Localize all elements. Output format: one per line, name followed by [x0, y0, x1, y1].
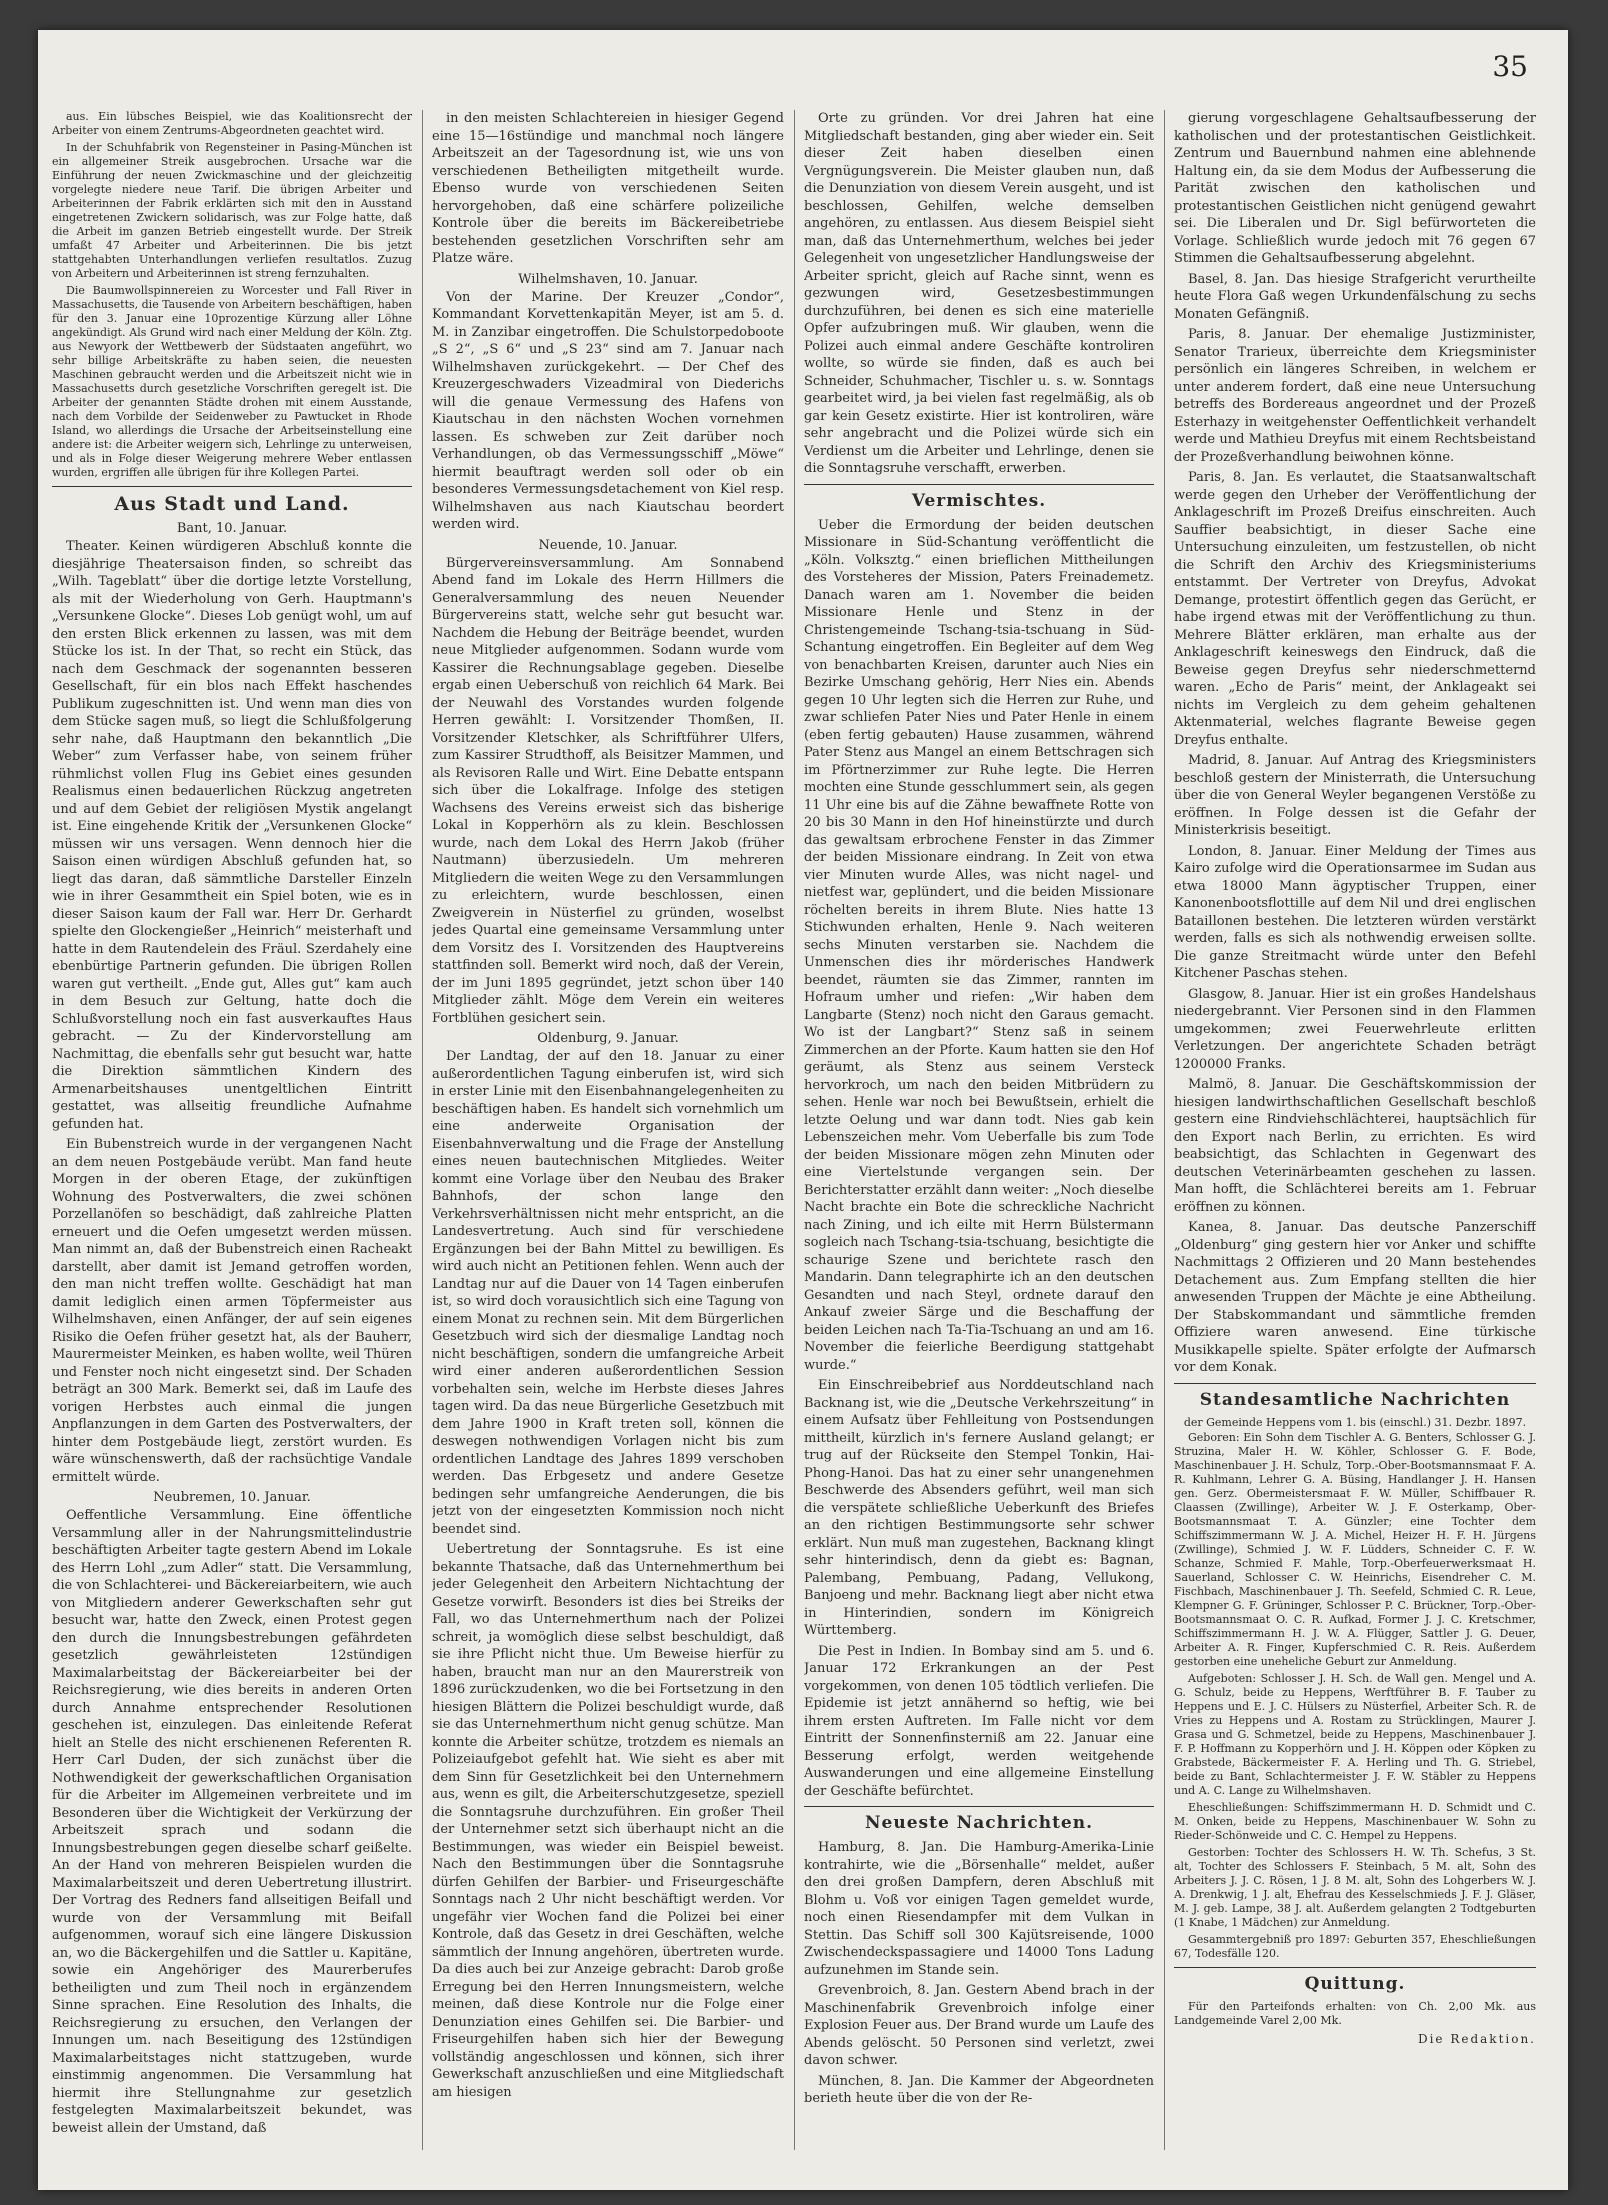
article-text: aus. Ein lübsches Beispiel, wie das Koalitionsrecht der Arbeiter von einem Zentrums-Abgeordneten geachtet wird. [52, 110, 412, 137]
article-text: London, 8. Januar. Einer Meldung der Times aus Kairo zufolge wird die Operationsarmee im Sudan aus etwa 18000 Mann ägyptischer Truppen, einer Kanonenbootsflottille auf dem Nil und drei englischen Bataillonen bestehen. Die letzteren würden verstärkt werden, falls es sich als nothwendig erweisen sollte. Die ganze Streitmacht würde unter den Befehl Kitchener Paschas stehen. [1174, 843, 1536, 981]
section-heading: Standesamtliche Nachrichten [1199, 1389, 1511, 1410]
article-text: Madrid, 8. Januar. Auf Antrag des Kriegsministers beschloß gestern der Ministerrath, die Untersuchung über die von General Weyler begangenen Verstöße zu eröffnen. In Folge dessen ist die Gefahr der Ministerkrisis beseitigt. [1174, 753, 1536, 838]
column-4 [1174, 110, 1536, 2165]
article-text: Bürgervereinsversammlung. Am Sonnabend Abend fand im Lokale des Herrn Hillmers die Generalversammlung des neuen Neuender Bürgervereins statt, welche sehr gut besucht war. Nachdem die Hebung der Beiträge beendet, wurden neue Mitglieder aufgenommen. Sodann wurde vom Kassirer die Rechnungsablage gegeben. Dieselbe ergab einen Ueberschuß von reichlich 64 Mark. Bei der Neuwahl des Vorstandes wurden folgende Herren gewählt: I. Vorsitzender Thomßen, II. Vorsitzender Kletschker, als Schriftführer Ulfers, zum Kassirer Strudthoff, als Beisitzer Mammen, und als Revisoren Ralle und Wirt. Eine Debatte entspann sich über die Lokalfrage. Infolge des stetigen Wachsens des Vereins erweist sich das bisherige Lokal in Kopperhörn als zu klein. Beschlossen wurde, nach dem Lokal des Herrn Jakob (früher Nautmann) überzusiedeln. Um mehreren Mitgliedern die weiten Wege zu den Versammlungen zu erleichtern, wurde beschlossen, einen Zweigverein in Nüsterfiel zu gründen, woselbst jedes Quartal eine gemeinsame Versammlung unter dem Vorsitz des I. Vorsitzenden des Hauptvereins stattfinden soll. Bemerkt wird noch, daß der Verein, der im Juni 1895 gegründet, jetzt schon über 140 Mitglieder zählt. Möge dem Verein ein weiteres Fortblühen gesichert sein. [432, 555, 784, 1026]
article-text: in den meisten Schlachtereien in hiesiger Gegend eine 15—16stündige und manchmal noch längere Arbeitszeit an der Tagesordnung ist, wie uns von verschiedenen Betheiligten mitgetheilt wurde. Ebenso wurde von verschiedenen Seiten hervorgehoben, daß eine schärfere polizeiliche Kontrole über die bereits im Bäckereibetriebe bestehenden gesetzlichen Vorschriften sehr am Platze wäre. [432, 111, 784, 266]
column-divider [422, 110, 423, 2150]
article-text: Von der Marine. Der Kreuzer „Condor“, Kommandant Korvettenkapitän Meyer, ist am 5. d. M. in Zanzibar eingetroffen. Die Schulstorpedoboote „S 2“, „S 6“ und „S 23“ sind am 7. Januar nach Wilhelmshaven zurückgekehrt. — Der Chef des Kreuzergeschwaders Vizeadmiral von Diederichs will die genaue Vermessung des Hafens von Kiautschau in den nächsten Wochen vornehmen lassen. Es schweben zur Zeit darüber noch Verhandlungen, ob das Vermessungsschiff „Möwe“ hiermit beauftragt werden soll oder ob ein besonderes Vermessungsdetachement von Kiel resp. Wilhelmshaven aus nach Kiautschau beordert werden wird. [432, 289, 784, 532]
newspaper-page [38, 30, 1568, 2190]
article-text: Orte zu gründen. Vor drei Jahren hat eine Mitgliedschaft bestanden, ging aber wieder ein. Seit dieser Zeit haben dieselben einen Vergnügungsverein. Die Meister glauben nun, daß die Denunziation von diesem Verein ausgeht, und ist beschlossen, Gehilfen, welche demselben angehören, zu entlassen. Aus diesem Beispiel sieht man, daß das Unternehmerthum, welches bei jeder Gelegenheit von ungesetzlicher Handlungsweise der Arbeiter spricht, gleich auf Rache sinnt, wenn es gezwungen wird, Gesetzesbestimmungen durchzuführen, bei denen es sich eine materielle Opfer aufzubringen muß. Wir glauben, wenn die Polizei auch einmal andere Geschäfte kontroliren wollte, so würde sie finden, daß es auch bei Schneider, Schuhmacher, Tischler u. s. w. Sonntags gearbeitet wird, ja bei vielen fast regelmäßig, als ob gar kein Gesetz existirte. Hier ist kontroliren, wäre sehr angebracht und die Polizei würde sich ein Verdienst um die Arbeiter und Lehrlinge, denen sie die Sonntagsruhe verschafft, erwerben. [804, 111, 1154, 476]
dateline: Neubremen, 10. Januar. [153, 1490, 311, 1505]
article-text: Die Pest in Indien. In Bombay sind am 5. und 6. Januar 172 Erkrankungen an der Pest vorgekommen, von denen 105 tödtlich verliefen. Die Epidemie ist jetzt annähernd so heftig, wie bei ihrem ersten Auftreten. Im Falle nicht vor dem Eintritt der Sonnenfinsterniß am 22. Januar eine Besserung erfolgt, werden weitgehende Auswanderungen und eine allgemeine Einstellung der Geschäfte befürchtet. [804, 1643, 1154, 1799]
article-text: Basel, 8. Jan. Das hiesige Strafgericht verurtheilte heute Flora Gaß wegen Urkundenfälschung zu sechs Monaten Gefängniß. [1174, 271, 1536, 322]
registry-text: Geboren: Ein Sohn dem Tischler A. G. Benters, Schlosser G. J. Struzina, Maler H. W. Köhler, Schlosser G. F. Bode, Maschinenbauer J. H. Schulz, Torp.-Ober-Bootsmannsmaat F. A. R. Kuhlmann, Lehrer G. A. Büsing, Handlanger J. H. Hansen gen. Gerz. Obermeistersmaat F. W. Müller, Schiffbauer R. Claassen (Zwillinge), Arbeiter W. J. F. Osterkamp, Ober-Bootsmannsmaat T. A. Günzler; eine Tochter dem Schiffszimmermann W. J. A. Michel, Heizer H. F. H. Jürgens (Zwillinge), Schmied J. W. F. Lüdders, Schneider C. F. W. Schanze, Schmied F. Mahle, Torp.-Oberfeuerwerksmaat H. Sauerland, Schlosser C. W. Heinrichs, Eisendreher C. M. Fischbach, Maschinenbauer J. Th. Seefeld, Schmied C. R. Leue, Klempner G. F. Grüninger, Schlosser P. C. Brückner, Torp.-Ober-Bootsmannsmaat O. C. R. Aufkad, Former J. J. C. Kretschmer, Schiffszimmermann H. J. W. A. Flügger, Sattler J. G. Deuer, Arbeiter A. R. Finger, Kupferschmied C. R. Reis. Außerdem gestorben eine uneheliche Geburt zur Anmeldung. [1174, 1430, 1536, 1668]
column-3 [804, 110, 1154, 2165]
article-text: Ueber die Ermordung der beiden deutschen Missionare in Süd-Schantung veröffentlicht die „Köln. Volksztg.“ einen brieflichen Mittheilungen des Vorsteheres der Mission, Paters Freinademetz. Danach waren am 1. November die beiden Missionare Henle und Stenz in der Christengemeinde Tschang-tsia-tschuang in Süd-Schantung eingetroffen. Ein Begleiter auf dem Weg von benachbarten Kreisen, darunter auch Nies ein Bezirke Umschang gehörig, Herr Nies ein. Abends gegen 10 Uhr legten sich die Herren zur Ruhe, und zwar schliefen Pater Nies und Pater Henle in einem (eben fertig gebauten) Hause zusammen, während Pater Stenz aus Mangel an einem Bettschragen sich im Pförtnerzimmer zur Ruhe legte. Die Herren mochten eine Stunde gesschlummert sein, als gegen 11 Uhr eine bis auf die Zähne bewaffnete Rotte von 20 bis 30 Mann in den Hof hineinstürzte und durch das gewaltsam erbrochene Fenster in das Zimmer der beiden Missionare eindrang. In Zeit von etwa vier Minuten wurde Alles, was nicht nagel- und nietfest war, geplündert, und die beiden Missionare röchelten bereits in ihrem Blute. Nies hatte 13 Stichwunden erhalten, Henle 9. Nach weiteren sechs Minuten verstarben sie. Nachdem die Unmenschen dies ihr mörderisches Handwerk beendet, räumten sie das Zimmer, rannten im Hofraum umher und riefen: „Wir haben dem Langbarte (Stenz) noch nicht den Garaus gemacht. Wo ist der Langbart?“ Stenz saß in seinem Zimmerchen an der Pforte. Kaum hatten sie den Hof geräumt, als Stenz aus seinem Versteck hervorkroch, um nach den beiden Mitbrüdern zu sehen. Henle war noch bei Bewußtsein, erhielt die letzte Oelung und war dann todt. Nies gab kein Lebenszeichen mehr. Vom Ueberfalle bis zum Tode der beiden Missionare mögen zehn Minuten oder eine Viertelstunde vergangen sein. Der Berichterstatter erzählt dann weiter: „Noch dieselbe Nacht brachte ein Bote die schreckliche Nachricht nach Zining, und ich eilte mit Herrn Bülstermann sogleich nach Tschang-tsia-tschuang, besichtigte die schaurige Szene und berichtete rasch den Mandarin. Dann telegraphirte ich an den deutschen Gesandten und nach Steyl, ordnete darauf den Ankauf zweier Särge und die Beschaffung der beiden Leichen nach Ta-Tia-Tschuang an und am 16. November die feierliche Beerdigung stattgehabt wurde.“ [804, 517, 1154, 1373]
column-2 [432, 110, 784, 2165]
registry-text: Gestorben: Tochter des Schlossers H. W. Th. Schefus, 3 St. alt, Tochter des Schlossers F. Steinbach, 5 M. alt, Sohn des Arbeiters J. J. C. Rösen, 1 J. 8 M. alt, Sohn des Lohgerbers W. J. A. Drenkwig, 1 J. alt, Ehefrau des Kesselschmieds J. F. J. Gläser, M. J. geb. Lampe, 38 J. alt. Außerdem gelangten 2 Todtgeburten (1 Knabe, 1 Mädchen) zur Anmeldung. [1174, 1845, 1536, 1929]
article-text: München, 8. Jan. Die Kammer der Abgeordneten berieth heute über die von der Re- [804, 2073, 1154, 2106]
section-rule [804, 484, 1154, 485]
article-text: Ein Bubenstreich wurde in der vergangenen Nacht an dem neuen Postgebäude verübt. Man fand heute Morgen in der oberen Etage, der zukünftigen Wohnung des Postverwalters, die zwei schönen Porzellanöfen so beschädigt, daß zahlreiche Platten erneuert und die Oefen umgesetzt werden müssen. Man nimmt an, daß der Bubenstreich einen Racheakt darstellt, aber damit ist Jemand getroffen worden, den man nicht treffen wollte. Geschädigt hat man damit lediglich einen armen Töpfermeister aus Wilhelmshaven, einen Anfänger, der auf sein eigenes Risiko die Oefen früher gesetzt hat, als der Bauherr, Maurermeister Meinken, es haben wollte, weil Thüren und Fenster noch nicht eingesetzt sind. Der Schaden beträgt an 300 Mark. Bemerkt sei, daß im Laufe des vorigen Herbstes auch einmal die jungen Anpflanzungen in dem Garten des Postverwalters, der hinter dem Postgebäude liegt, zerstört wurden. Es wäre wünschenswerth, daß der rachsüchtige Vandale ermittelt würde. [52, 1137, 412, 1485]
article-text: gierung vorgeschlagene Gehaltsaufbesserung der katholischen und der protestantischen Geistlichkeit. Zentrum und Bauernbund nahmen eine ablehnende Haltung ein, da sie dem Modus der Aufbesserung die Parität zwischen den katholischen und protestantischen Geistlichen nicht genügend gewahrt sei. Die Liberalen und Dr. Sigl befürworteten die Vorlage. Schließlich wurde jedoch mit 76 gegen 67 Stimmen die Gehaltsaufbesserung abgelehnt. [1174, 111, 1536, 266]
article-text: Grevenbroich, 8. Jan. Gestern Abend brach in der Maschinenfabrik Grevenbroich infolge einer Explosion Feuer aus. Der Brand wurde um Laufe des Abends gelöscht. 50 Personen sind verletzt, zwei davon schwer. [804, 1983, 1154, 2068]
receipt-text: Für den Parteifonds erhalten: von Ch. 2,00 Mk. aus Landgemeinde Varel 2,00 Mk. [1174, 1999, 1536, 2027]
dateline: Bant, 10. Januar. [176, 521, 288, 536]
signature: Die Redaktion. [1417, 2031, 1536, 2046]
article-text: Paris, 8. Jan. Es verlautet, die Staatsanwaltschaft werde gegen den Urheber der Veröffentlichung der Anklageschrift im Prozeß Dreifus einschreiten. Auch Sauffier beabsichtigt, in dieser Sache eine Untersuchung einzuleiten, um festzustellen, ob nicht die Schrift den Archiv des Kriegsministeriums entstammt. Der Vertreter von Dreyfus, Advokat Demange, protestirt öffentlich gegen das Gerücht, er habe irgend etwas mit der Veröffentlichung zu thun. Mehrere Blätter erklären, man erhalte aus der Anklageschrift keineswegs den Eindruck, daß die Beweise gegen Dreyfus sehr niederschmetternd waren. „Echo de Paris“ meint, der Anklageakt sei nichts im Vergleich zu dem geheim gehaltenen Aktenmaterial, welches flagrante Beweise gegen Dreyfus enthalte. [1174, 470, 1536, 748]
section-subheading: der Gemeinde Heppens vom 1. bis (einschl.) 31. Dezbr. 1897. [1183, 1415, 1527, 1429]
article-text: Kanea, 8. Januar. Das deutsche Panzerschiff „Oldenburg“ ging gestern hier vor Anker und schiffte Nachmittags 2 Offizieren und 20 Mann bestehendes Detachement aus. Zum Empfang stellten die hier anwesenden Truppen der Mächte je eine Abtheilung. Der Stabskommandant und sämmtliche fremden Offiziere waren anwesend. Eine türkische Musikkapelle spielte. Später erfolgte der Aufmarsch vor dem Konak. [1174, 1220, 1536, 1375]
article-text: Theater. Keinen würdigeren Abschluß konnte die diesjährige Theatersaison finden, so schreibt das „Wilh. Tageblatt“ über die dortige letzte Vorstellung, als mit der Wiederholung von Gerh. Hauptmann's „Versunkene Glocke“. Dieses Lob genügt wohl, um auf den ersten Blick erkennen zu lassen, was mit dem Stücke los ist. In der That, so recht ein Stück, das nach dem Geschmack der sogenannten besseren Gesellschaft, für ein blos nach Effekt haschendes Publikum zugeschnitten ist. Und wenn man dies von dem Stücke sagen muß, so liegt die Schlußfolgerung sehr nahe, daß Hauptmann den bekanntlich „Die Weber“ zum Verfasser habe, von seinem früher rühmlichst vollen Flug ins Gebiet eines gesunden Realismus einen bedauerlichen Rückzug angetreten und auf dem Gebiet der religiösen Mystik angelangt ist. Eine eingehende Kritik der „Versunkenen Glocke“ müssen wir uns versagen. Wenn dennoch hier die Saison einen würdigen Abschluß gefunden hat, so liegt das daran, daß sämmtliche Darsteller Einzeln wie in ihrer Gesammtheit ein Spiel boten, wie es in dieser Saison kaum der Fall war. Herr Dr. Gerhardt spielte den Glockengießer „Heinrich“ meisterhaft und hatte in dem Rautendelein des Fräul. Szerdahely eine ebenbürtige Partnerin gefunden. Die übrigen Rollen waren gut vertheilt. „Ende gut, Alles gut“ kam auch in dem Besuch zur Geltung, hatte doch die Schlußvorstellung noch ein fast ausverkauftes Haus gebracht. — Zu der Kindervorstellung am Nachmittag, die ebenfalls sehr gut besucht war, hatte die Direktion sämmtlichen Kindern des Armenarbeitshauses unentgeltlichen Eintritt gestattet, was allseitig freundliche Aufnahme gefunden hat. [52, 539, 412, 1132]
article-text: In der Schuhfabrik von Regensteiner in Pasing-München ist ein allgemeiner Streik ausgebrochen. Ursache war die Einführung der neuen Zwickmaschine und der gleichzeitig vorgelegte niedere neue Tarif. Die übrigen Arbeiter und Arbeiterinnen der Fabrik erklärten sich mit den in Ausstand eingetretenen Zwickern solidarisch, was zur Folge hatte, daß die Arbeit im ganzen Betrieb eingestellt wurde. Der Streik umfaßt 47 Arbeiter und Arbeiterinnen. Die bis jetzt stattgehabten Unterhandlungen verliefen resultatlos. Zuzug von Arbeitern und Arbeiterinnen ist streng fernzuhalten. [52, 141, 412, 280]
article-text: Glasgow, 8. Januar. Hier ist ein großes Handelshaus niedergebrannt. Vier Personen sind in den Flammen umgekommen; zwei Feuerwehrleute erlitten Verletzungen. Der angerichtete Schaden beträgt 1200000 Franks. [1174, 986, 1536, 1072]
dateline: Wilhelmshaven, 10. Januar. [518, 271, 698, 287]
section-heading: Neueste Nachrichten. [864, 1813, 1094, 1833]
section-rule [1174, 1967, 1536, 1968]
article-text: Oeffentliche Versammlung. Eine öffentliche Versammlung aller in der Nahrungsmittelindustrie beschäftigten Arbeiter tagte gestern Abend im Lokale des Herrn Lohl „zum Adler“ statt. Die Versammlung, die von Schlachterei- und Bäckereiarbeitern, wie auch von Mitgliedern anderer Gewerkschaften sehr gut besucht war, hatte den Zweck, einen Protest gegen den durch die Innungsbestrebungen gefährdeten gesetzlich gewährleisteten 12stündigen Maximalarbeitstag der Bäckereiarbeiter bei der Reichsregierung, wie dies bereits in anderen Orten durch Annahme entsprechender Resolutionen geschehen ist, einzulegen. Das einleitende Referat hielt an Stelle des nicht erschienenen Referenten R. Herr Carl Duden, der sich zunächst über die Nothwendigkeit der gewerkschaftlichen Organisation für die Arbeiter im Allgemeinen verbreitete und im Besonderen über die Wichtigkeit der Verkürzung der Arbeitszeit sprach und sodann die Innungsbestrebungen gegen dieselbe scharf geißelte. An der Hand von mehreren Beispielen wurden die Maximalarbeitszeit und deren Uebertretung illustrirt. Der Vortrag des Redners fand allseitigen Beifall und wurde von der Versammlung mit Beifall aufgenommen, worauf sich eine längere Diskussion an, wo die Bäckergehilfen und die Sattler u. Kapitäne, sowie ein Angehöriger des Maurerberufes betheiligten und zum Theil noch in ergänzendem Sinne sprachen. Eine Resolution des Inhalts, die Reichsregierung zu ersuchen, den Verlangen der Innungen um. nach Beseitigung des 12stündigen Maximalarbeitstages nicht stattzugeben, wurde einstimmig angenommen. Die Versammlung hat hiermit ihre Stellungnahme zur gesetzlich festgelegten Maximalarbeitszeit bekundet, was beweist allein der Umstand, daß [52, 1508, 412, 2136]
registry-text: Aufgeboten: Schlosser J. H. Sch. de Wall gen. Mengel und A. G. Schulz, beide zu Heppens, Werftführer B. F. Tauber zu Heppens und E. J. C. Hülsers zu Nüsterfiel, Arbeiter Sch. R. de Vries zu Heppens und A. Rostam zu Strücklingen, Maurer J. Grasa und G. Schmetzel, beide zu Heppens, Maschinenbauer J. F. P. Hoffmann zu Kopperhörn und J. H. Köppen oder Köpken zu Grabstede, Bäckermeister F. A. Herling und Th. G. Striebel, beide zu Bant, Schlachtermeister J. F. W. Stäbler zu Heppens und A. C. Lange zu Wilhelmshaven. [1174, 1671, 1536, 1797]
dateline: Neuende, 10. Januar. [538, 537, 678, 553]
registry-text: Eheschließungen: Schiffszimmermann H. D. Schmidt und C. M. Onken, beide zu Heppens, Maschinenbauer W. Sohn zu Rieder-Schönweide und C. C. Hempel zu Heppens. [1174, 1800, 1536, 1842]
section-rule [52, 486, 412, 487]
article-text: Paris, 8. Januar. Der ehemalige Justizminister, Senator Trarieux, überreichte dem Kriegsminister persönlich ein längeres Schreiben, in welchem er unter anderem fordert, daß eine neue Untersuchung betreffs des Bordereaus angeordnet und der Prozeß Esterhazy in weitgehenster Oeffentlichkeit verhandelt werde und Mathieu Dreyfus mit einem Rechtsbeistand der Prozeßverhandlung beiwohnen könne. [1174, 327, 1536, 465]
section-heading: Aus Stadt und Land. [114, 493, 350, 515]
article-text: Ein Einschreibebrief aus Norddeutschland nach Backnang ist, wie die „Deutsche Verkehrszeitung“ in einem Aufsatz über Fehlleitung von Postsendungen mittheilt, kürzlich in's fernere Ausland gelangt; er trug auf der Rückseite den Stempel Tonkin, Hai-Phong-Hanoi. Das hat zu einer sehr unangenehmen Beschwerde des Absenders geführt, weil man sich die verspätete schließliche Ueberkunft des Briefes an den richtigen Bestimmungsorte sehr schwer erklärt. Nun muß man zugestehen, Backnang klingt sehr hinterindisch, denn da giebt es: Bagnan, Palembang, Pembuang, Padang, Vellukong, Banjoeng und mehr. Backnang liegt aber nicht etwa in Hinterindien, sondern im Königreich Württemberg. [804, 1378, 1154, 1638]
registry-text: Gesammtergebniß pro 1897: Geburten 357, Eheschließungen 67, Todesfälle 120. [1174, 1932, 1536, 1960]
article-text: Uebertretung der Sonntagsruhe. Es ist eine bekannte Thatsache, daß das Unternehmerthum bei jeder Gelegenheit den Arbeitern Nichtachtung der Gesetze vorwirft. Besonders ist dies bei Streiks der Fall, wo das Unternehmerthum nach der Polizei schreit, ja womöglich diese selbst beschuldigt, daß sie ihre Pflicht nicht thue. Um Beweise hierfür zu haben, braucht man nur an den Maurerstreik von 1896 zurückzudenken, wo die bei Fortsetzung in den hiesigen Blättern die Polizei beschuldigt wurde, daß sie das Unternehmerthum nicht genug schütze. Man konnte die Arbeiter schütze, trotzdem es niemals an Polizeiaufgebot gefehlt hat. Wie sieht es aber mit dem Sinn für Gesetzlichkeit bei den Unternehmern aus, wenn es gilt, die Arbeiterschutzgesetze, speziell die Sonntagsruhe durchzuführen. Ein großer Theil der Unternehmer setzt sich überhaupt nicht an die Bestimmungen, was wieder ein Beispiel beweist. Nach den Bestimmungen über die Sonntagsruhe dürfen Gehilfen der Barbier- und Friseurgeschäfte Sonntags nach 2 Uhr nicht beschäftigt werden. Vor ungefähr vier Wochen fand die Polizei bei einer Kontrole, daß das Gesetz in drei Geschäften, welche sämmtlich der Innung angehören, übertreten wurde. Da dies auch bei zur Anzeige gebracht: Darob große Erregung bei den Herren Innungsmeistern, welche meinen, daß diese Kontrole nur die Folge einer Denunziation eines Gehilfen sei. Die Barbier- und Friseurgehilfen haben sich hier der Bewegung vollständig angeschlossen und können, sich ihrer Gewerkschaft anzuschließen und eine Mitgliedschaft am hiesigen [432, 1542, 784, 2100]
article-text: Malmö, 8. Januar. Die Geschäftskommission der hiesigen landwirthschaftlichen Gesellschaft beschloß gestern eine Rindviehschlächterei, hauptsächlich für den Export nach Berlin, zu errichten. Es wird beabsichtigt, das Schlachten in Gegenwart des deutschen Veterinärbeamten geschehen zu lassen. Man hofft, die Schlächterei bereits am 1. Februar eröffnen zu können. [1174, 1077, 1536, 1215]
section-rule [804, 1806, 1154, 1807]
section-heading: Vermischtes. [911, 490, 1047, 511]
article-text: Die Baumwollspinnereien zu Worcester und Fall River in Massachusetts, die Tausende von Arbeitern beschäftigen, haben für den 3. Januar eine 10prozentige Kürzung aller Löhne angekündigt. Als Grund wird nach einer Meldung der Köln. Ztg. aus Newyork der Wettbewerb der Südstaaten angeführt, wo sehr billige Arbeitskräfte zu haben seien, die neuesten Maschinen gebraucht werden und die Arbeitszeit nicht wie in Massachusetts durch gesetzliche Vorschriften geregelt ist. Die Arbeiter der genannten Städte drohen mit einem Ausstande, nach dem Vorbilde der Seidenweber zu Pawtucket in Rhode Island, wo allerdings die Ursache der Arbeitseinstellung eine andere ist: die Arbeiter weigern sich, Lehrlinge zu unterweisen, und als in Folge dieser Weigerung mehrere Weber entlassen wurden, ergriffen alle übrigen für ihre Kollegen Partei. [52, 284, 412, 479]
dateline: Oldenburg, 9. Januar. [537, 1031, 679, 1046]
article-text: Der Landtag, der auf den 18. Januar zu einer außerordentlichen Tagung einberufen ist, wird sich in erster Linie mit den Eisenbahnangelegenheiten zu beschäftigen haben. Es handelt sich vornehmlich um eine anderweite Organisation der Eisenbahnverwaltung und die Frage der Anstellung eines neuen bautechnischen Mitgliedes. Weiter kommt eine Vorlage über den Neubau des Braker Bahnhofs, der schon lange den Verkehrsverhältnissen nicht mehr entspricht, an die Landesvertretung. Auch sind für verschiedene Ergänzungen bei der Bahn Mittel zu bewilligen. Es wird auch nicht an Petitionen fehlen. Wenn auch der Landtag nur auf die Dauer von 14 Tagen einberufen ist, so wird doch vorausichtlich sich eine Tagung von einem Monat zu rechnen sein. Mit dem Bürgerlichen Gesetzbuch wird sich der diesmalige Landtag noch nicht beschäftigen, sondern die umfangreiche Arbeit wird einer anderen außerordentlichen Session vorbehalten sein, welche im Herbste dieses Jahres tagen wird. Da das neue Bürgerliche Gesetzbuch mit dem Jahre 1900 in Kraft treten soll, können die deswegen nothwendigen Vorlagen nicht bis zum ordentlichen Landtage des Jahres 1899 verschoben werden. Das Erbgesetz und andere Gesetze bedingen sehr umfangreiche Aenderungen, die bis jetzt von der eingesetzten Kommission noch nicht beendet sind. [432, 1049, 784, 1537]
column-divider [1164, 110, 1165, 2150]
section-rule [1174, 1383, 1536, 1384]
column-1 [52, 110, 412, 2165]
article-text: Hamburg, 8. Jan. Die Hamburg-Amerika-Linie kontrahirte, wie die „Börsenhalle“ meldet, außer den drei großen Dampfern, deren Abschluß mit Blohm u. Voß vor einigen Tagen gemeldet wurde, noch einen Riesendampfer mit dem Vulkan in Stettin. Das Schiff soll 300 Kajütsreisende, 1000 Zwischendeckspassagiere und 14000 Tons Ladung aufzunehmen im Stande sein. [804, 1840, 1154, 1978]
section-heading: Quittung. [1304, 1973, 1406, 1994]
page-number: 35 [1492, 50, 1528, 83]
column-divider [794, 110, 795, 2150]
